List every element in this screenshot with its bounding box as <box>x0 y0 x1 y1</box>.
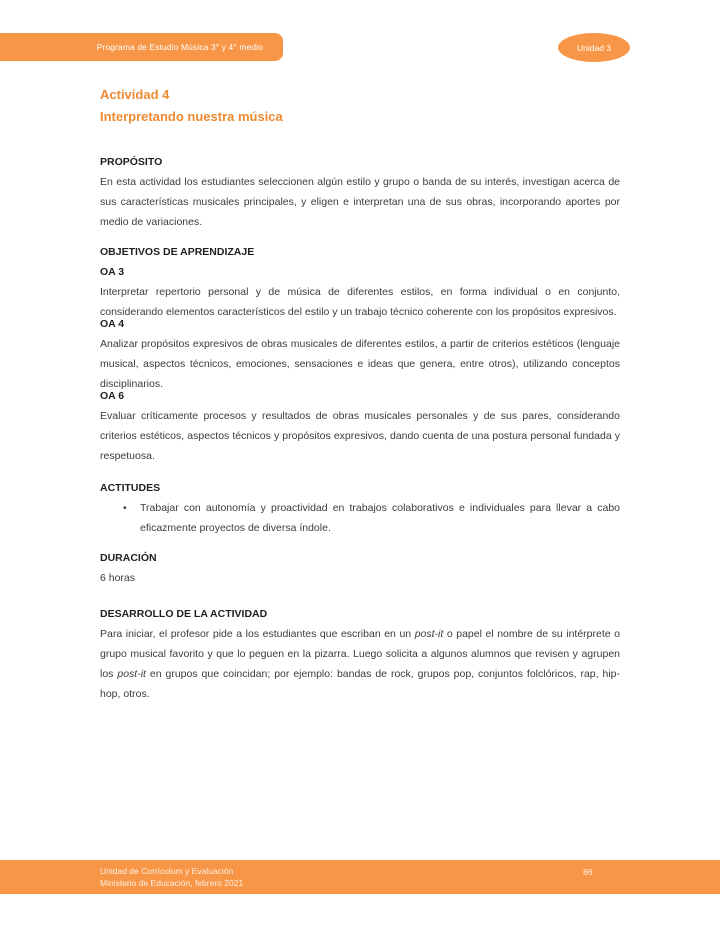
oa-item <box>100 262 620 322</box>
section-objetivos <box>100 242 620 466</box>
oa-text: Interpretar repertorio personal y de música de diferentes estilos, en forma individual o en conjunto, considerando elementos característicos del estilo y un trabajo técnico coherente con los propósitos expresivos. <box>100 286 620 318</box>
content-column <box>100 84 620 704</box>
desarrollo-italic-segment: post-it <box>414 628 444 640</box>
activity-title-line2: Interpretando nuestra música <box>100 109 283 124</box>
footer-bar <box>0 860 720 894</box>
desarrollo-text-segment: en grupos que coincidan; por ejemplo: bandas de rock, grupos pop, conjuntos folclóricos, rap, hip-hop, otros. <box>100 668 620 700</box>
proposito-paragraph: En esta actividad los estudiantes seleccionen algún estilo y grupo o banda de su interés, investigan acerca de sus características musicales principales, y eligen e interpretan una de sus obras, incorporando aportes por medio de variaciones. <box>100 176 620 228</box>
oa-item <box>100 386 620 466</box>
oa-item <box>100 314 620 394</box>
objetivos-heading: OBJETIVOS DE APRENDIZAJE <box>100 246 255 258</box>
oa-text: Analizar propósitos expresivos de obras musicales de diferentes estilos, a partir de criterios estéticos (lenguaje musical, aspectos técnicos, emociones, sensaciones e ideas que genera, entre otros), utilizando conceptos disciplinarios. <box>100 338 620 390</box>
activity-title <box>100 84 620 128</box>
desarrollo-text-segment: o papel el nombre de su intérprete o grupo musical favorito y que lo peguen en la pizarra. Luego solicita a algunos alumnos que revisen y agrupen los <box>100 628 620 680</box>
actitudes-heading: ACTITUDES <box>100 482 161 494</box>
oa-text: Evaluar críticamente procesos y resultados de obras musicales personales y de sus pares, considerando criterios estéticos, aspectos técnicos y propósitos expresivos, dando cuenta de una postura personal fundada y respetuosa. <box>100 410 620 462</box>
footer-text <box>100 865 243 889</box>
desarrollo-paragraph <box>100 624 620 704</box>
desarrollo-italic-segment: post-it <box>117 668 146 680</box>
footer-ministry-line: Ministerio de Educación, febrero 2021 <box>100 878 244 888</box>
section-actitudes <box>100 478 620 538</box>
duracion-value: 6 horas <box>100 572 136 584</box>
program-badge <box>0 33 283 61</box>
desarrollo-text-segment: Para iniciar, el profesor pide a los estudiantes que escriban en un <box>100 628 415 640</box>
activity-title-line1: Actividad 4 <box>100 87 170 102</box>
program-badge-label: Programa de Estudio Música 3° y 4° medio <box>96 42 263 52</box>
proposito-heading: PROPÓSITO <box>100 156 163 168</box>
section-desarrollo <box>100 604 620 704</box>
unit-badge-label: Unidad 3 <box>576 42 612 53</box>
footer-unit-line: Unidad de Currículum y Evaluación <box>100 866 234 876</box>
duracion-heading: DURACIÓN <box>100 552 157 564</box>
section-proposito <box>100 152 620 232</box>
unit-badge <box>558 33 630 62</box>
oa-label: OA 3 <box>100 266 125 278</box>
actitudes-text: Trabajar con autonomía y proactividad en trabajos colaborativos e individuales para llevar a cabo eficazmente proyectos de diversa índole. <box>140 502 620 534</box>
oa-label: OA 4 <box>100 318 125 330</box>
page-number: 86 <box>583 867 593 877</box>
bullet-marker: • <box>123 502 127 514</box>
desarrollo-heading: DESARROLLO DE LA ACTIVIDAD <box>100 608 268 620</box>
section-duracion <box>100 548 620 588</box>
list-item <box>100 498 620 538</box>
oa-label: OA 6 <box>100 390 125 402</box>
